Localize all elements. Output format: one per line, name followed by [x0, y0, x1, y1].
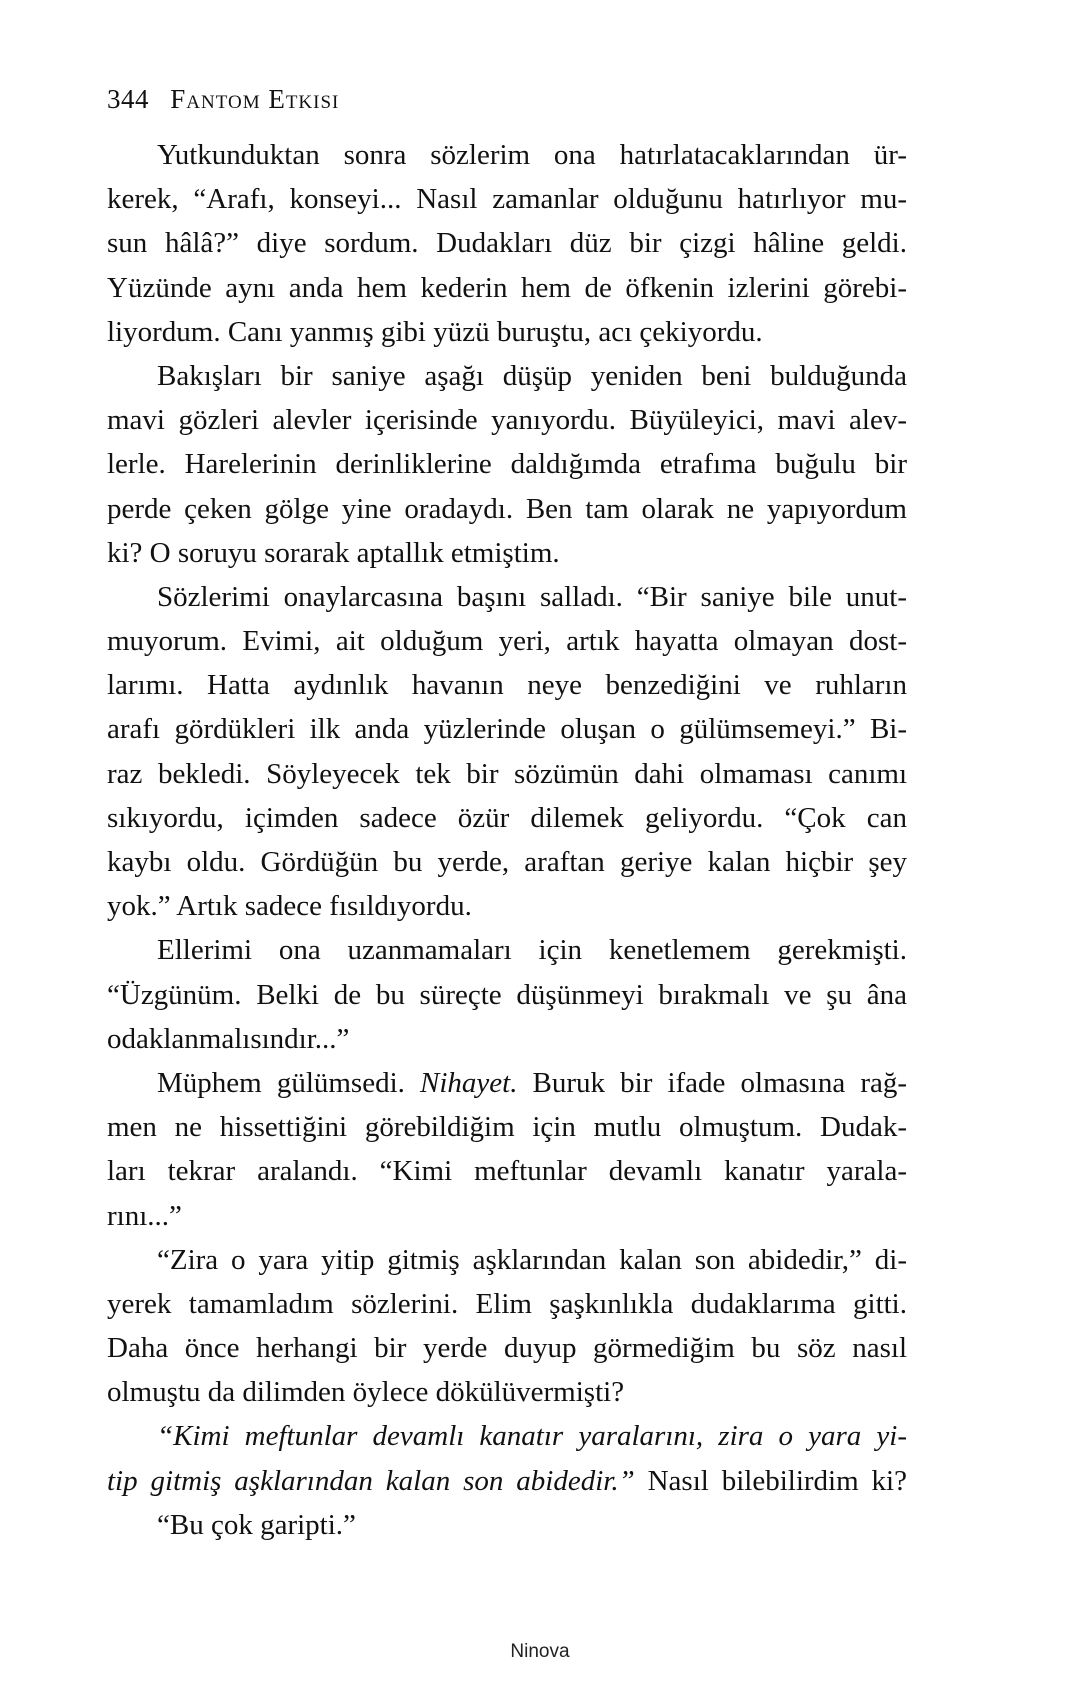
line-text-segment: Nasıl bilebilirdim ki? — [634, 1464, 907, 1497]
text-line: Ellerimi ona uzanmamaları için kenetlemem gerekmişti. — [157, 934, 907, 967]
text-line: muyorum. Evimi, ait olduğum yeri, artık hayatta olmayan dost- — [107, 625, 907, 658]
text-line: olmuştu da dilimden öylece dökülüvermişti? — [107, 1376, 625, 1409]
text-line: lerle. Harelerinin derinliklerine daldığımda etrafıma buğulu bir — [107, 448, 907, 481]
text-line: “Zira o yara yitip gitmiş aşklarından kalan son abidedir,” di- — [157, 1243, 907, 1276]
text-line: raz bekledi. Söyleyecek tek bir sözümün dahi olmaması canımı — [107, 757, 907, 790]
publisher-footer: Ninova — [510, 1641, 570, 1662]
text-line: arafı gördükleri ilk anda yüzlerinde oluşan o gülümsemeyi.” Bi- — [107, 713, 907, 746]
text-line: perde çeken gölge yine oradaydı. Ben tam olarak ne yapıyordum — [107, 492, 907, 525]
line-text-segment: Buruk bir ifade olmasına rağ- — [517, 1066, 908, 1099]
text-line: yok.” Artık sadece fısıldıyordu. — [107, 890, 472, 923]
text-line: mavi gözleri alevler içerisinde yanıyordu. Büyüleyici, mavi alev- — [107, 404, 907, 437]
text-line: “Bu çok garipti.” — [157, 1508, 356, 1541]
text-line: rını...” — [107, 1199, 182, 1232]
text-line: yerek tamamladım sözlerini. Elim şaşkınlıkla dudaklarıma gitti. — [107, 1287, 907, 1320]
text-line: “Üzgünüm. Belki de bu süreçte düşünmeyi bırakmalı ve şu âna — [107, 978, 907, 1011]
text-line: Bakışları bir saniye aşağı düşüp yeniden beni bulduğunda — [157, 359, 907, 392]
text-line: sun hâlâ?” diye sordum. Dudakları düz bir çizgi hâline geldi. — [107, 227, 907, 260]
text-line: larımı. Hatta aydınlık havanın neye benzediğini ve ruhların — [107, 669, 907, 702]
italic-text: tip gitmiş aşklarından kalan son abidedir.” — [107, 1464, 635, 1497]
text-line: odaklanmalısındır...” — [107, 1022, 350, 1055]
italic-text: Nihayet. — [420, 1066, 518, 1099]
text-line: liyordum. Canı yanmış gibi yüzü buruştu, acı çekiyordu. — [107, 315, 763, 348]
text-line: kaybı oldu. Gördüğün bu yerde, araftan geriye kalan hiçbir şey — [107, 846, 907, 878]
text-line: sıkıyordu, içimden sadece özür dilemek geliyordu. “Çok can — [107, 801, 907, 834]
text-line: Daha önce herhangi bir yerde duyup görmediğim bu söz nasıl — [107, 1332, 907, 1365]
text-line: ları tekrar aralandı. “Kimi meftunlar devamlı kanatır yarala- — [107, 1155, 907, 1188]
text-line: Yutkunduktan sonra sözlerim ona hatırlatacaklarından ür- — [157, 139, 907, 171]
book-title: Fantom Etkisi — [170, 84, 340, 114]
text-line — [107, 1061, 907, 1105]
text-line: men ne hissettiğini görebildiğim için mutlu olmuştum. Dudak- — [107, 1111, 907, 1144]
running-header — [107, 84, 339, 115]
text-line — [107, 1414, 907, 1458]
line-text-segment: Müphem gülümsedi. — [157, 1066, 420, 1099]
text-line: kerek, “Arafı, konseyi... Nasıl zamanlar olduğunu hatırlıyor mu- — [107, 183, 907, 216]
text-line: ki? O soruyu sorarak aptallık etmiştim. — [107, 536, 560, 569]
page-number: 344 — [107, 84, 149, 114]
text-line — [107, 1459, 907, 1503]
text-line: Sözlerimi onaylarcasına başını salladı. “Bir saniye bile unut- — [157, 580, 907, 613]
body-text — [107, 133, 907, 1547]
italic-text: “Kimi meftunlar devamlı kanatır yaralarını, zira o yara yi- — [157, 1420, 907, 1453]
text-line: Yüzünde aynı anda hem kederin hem de öfkenin izlerini görebi- — [107, 271, 907, 304]
